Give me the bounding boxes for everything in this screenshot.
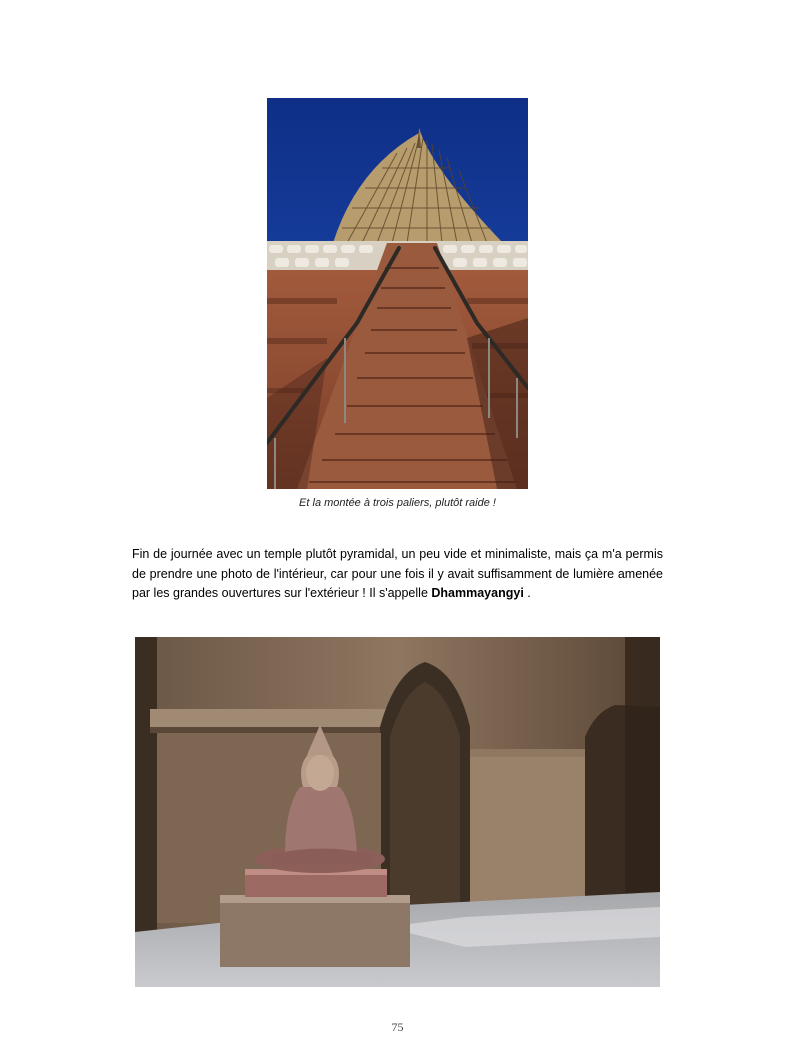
temple-name: Dhammayangyi [431, 586, 524, 600]
page-number: 75 [391, 1020, 404, 1034]
paragraph-end: . [523, 586, 531, 600]
temple-interior-buddha-photo [135, 637, 660, 987]
paragraph-text: Fin de journée avec un temple plutôt pyramidal, un peu vide et minimaliste, mais ça m'a permis de prendre une photo de l'intérieur, car pour une fois il y avait suffisamment de lumière amenée par les grandes ouvertures sur l'extérieur ! Il s'appelle [132, 547, 663, 600]
body-paragraph [132, 545, 663, 604]
photo-caption: Et la montée à trois paliers, plutôt raide ! [299, 497, 496, 509]
temple-stairs-photo [267, 98, 528, 489]
